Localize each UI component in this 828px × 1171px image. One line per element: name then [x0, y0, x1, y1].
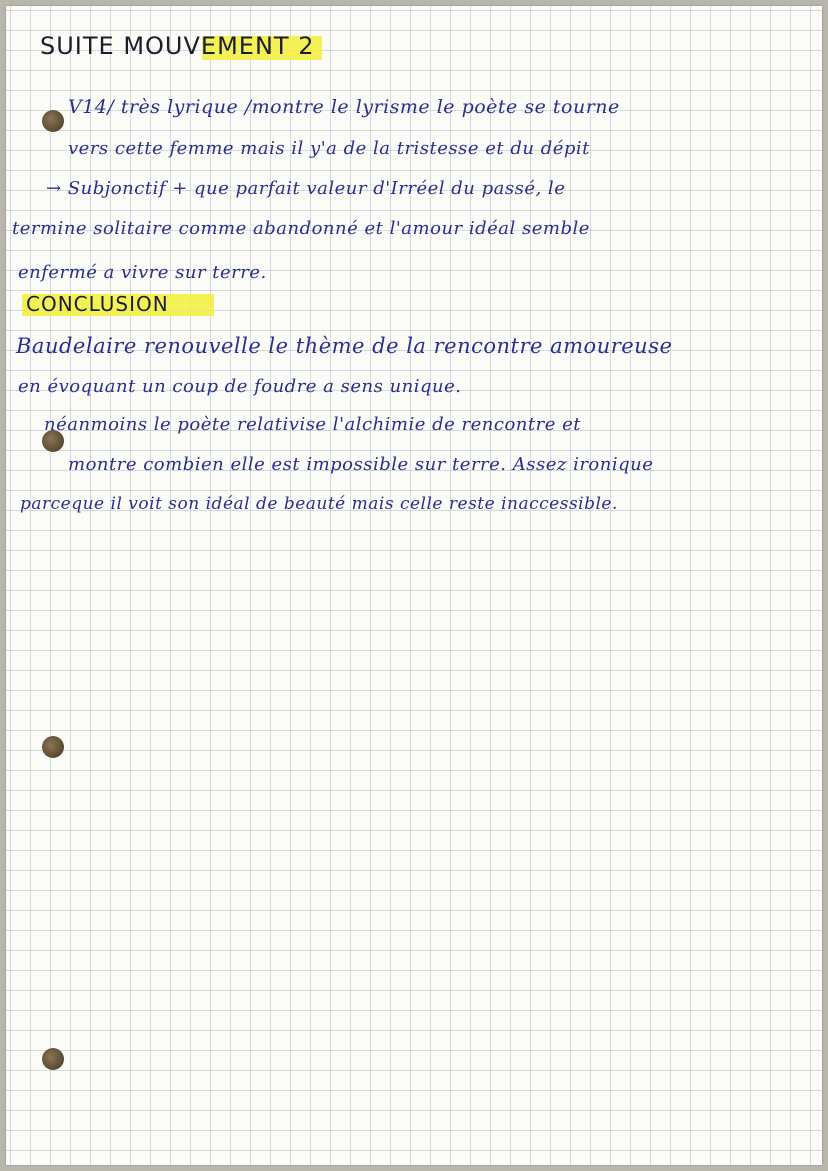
- binder-hole-top: [42, 110, 64, 132]
- page-heading: SUITE MOUVEMENT 2: [40, 32, 315, 60]
- text-line: termine solitaire comme abandonné et l'amour idéal semble: [12, 218, 590, 239]
- text-line: enfermé a vivre sur terre.: [18, 262, 267, 283]
- conclusion-heading: CONCLUSION: [26, 292, 169, 316]
- binder-hole-middle-lower: [42, 736, 64, 758]
- text-line: parceque il voit son idéal de beauté mais celle reste inaccessible.: [20, 494, 618, 514]
- text-line: en évoquant un coup de foudre a sens unique.: [18, 376, 462, 397]
- text-line: → Subjonctif + que parfait valeur d'Irréel du passé, le: [46, 178, 566, 199]
- binder-hole-bottom: [42, 1048, 64, 1070]
- notebook-sheet: [6, 6, 822, 1165]
- text-line: néanmoins le poète relativise l'alchimie de rencontre et: [44, 414, 581, 435]
- text-line: vers cette femme mais il y'a de la tristesse et du dépit: [68, 138, 590, 159]
- text-line: V14/ très lyrique /montre le lyrisme le poète se tourne: [68, 96, 620, 118]
- text-line: Baudelaire renouvelle le thème de la rencontre amoureuse: [16, 334, 673, 358]
- text-line: montre combien elle est impossible sur terre. Assez ironique: [68, 454, 654, 475]
